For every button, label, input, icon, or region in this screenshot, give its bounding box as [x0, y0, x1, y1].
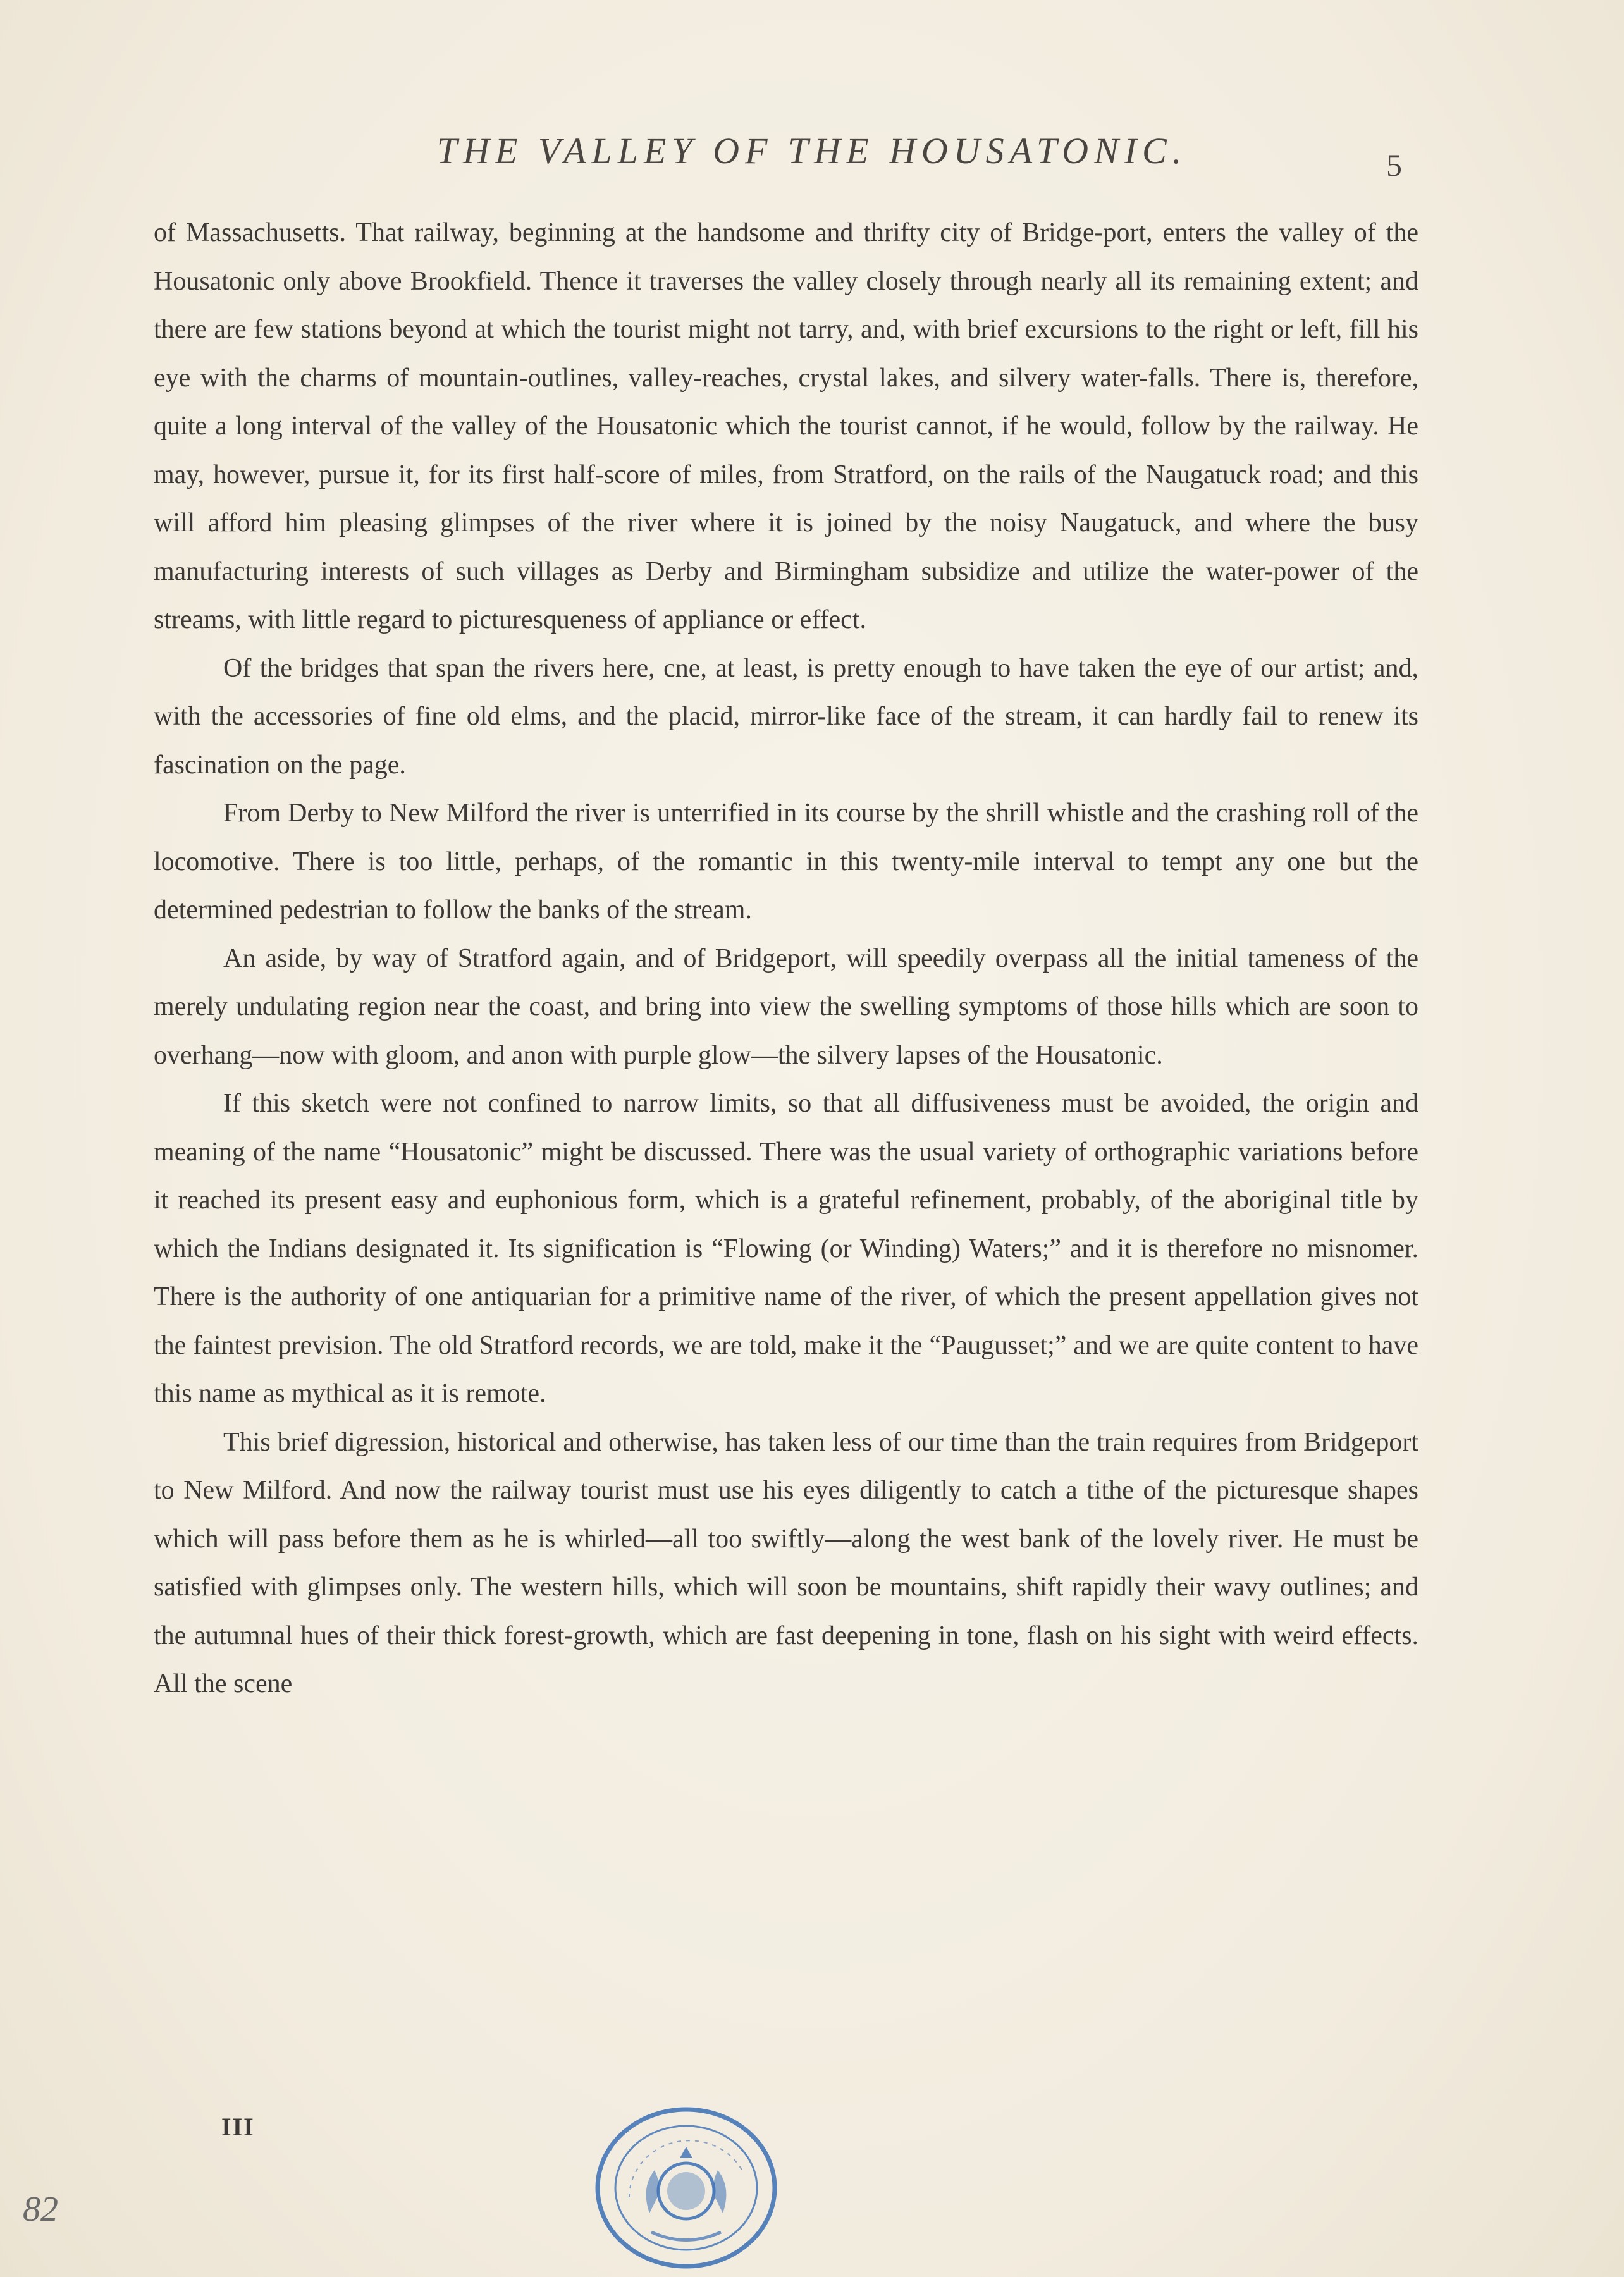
british-museum-stamp-icon — [591, 2102, 781, 2273]
running-title: THE VALLEY OF THE HOUSATONIC. — [436, 130, 1188, 171]
page-number: 5 — [1386, 147, 1402, 183]
paragraph: of Massachusetts. That railway, beginning at the handsome and thrifty city of Bridge-port, enters the valley of the Housatonic only above Brookfield. Thence it traverses the valley closely through nearly all its remaining extent; and there are few stations beyond at which the tourist might not tarry, and, with brief excursions to the right or left, fill his eye with the charms of mountain-outlines, valley-reaches, crystal lakes, and silvery water-falls. There is, therefore, quite a long interval of the valley of the Housatonic which the tourist cannot, if he would, follow by the railway. He may, however, pursue it, for its first half-score of miles, from Stratford, on the rails of the Naugatuck road; and this will afford him pleasing glimpses of the river where it is joined by the noisy Naugatuck, and where the busy manufacturing interests of such villages as Derby and Birmingham subsidize and utilize the water-power of the streams, with little regard to picturesqueness of appliance or effect. — [154, 218, 1418, 634]
paragraph: An aside, by way of Stratford again, and of Bridgeport, will speedily overpass all the initial tameness of the merely undulating region near the coast, and bring into view the swelling symptoms of those hills which are soon to overhang—now with gloom, and anon with purple glow—the silvery lapses of the Housatonic. — [154, 943, 1418, 1070]
paragraph: Of the bridges that span the rivers here, cne, at least, is pretty enough to have taken the eye of our artist; and, with the accessories of fine old elms, and the placid, mirror-like face of the stream, it can hardly fail to renew its fascination on the page. — [154, 653, 1418, 780]
handwritten-margin-note: 82 — [23, 2190, 58, 2229]
paragraph: From Derby to New Milford the river is unterrified in its course by the shrill whistle and the crashing roll of the locomotive. There is too little, perhaps, of the romantic in this twenty-mile interval to tempt any one but the determined pedestrian to follow the banks of the stream. — [154, 799, 1418, 924]
paragraph: This brief digression, historical and otherwise, has taken less of our time than the train requires from Bridgeport to New Milford. And now the railway tourist must use his eyes diligently to catch a tithe of the picturesque shapes which will pass before them as he is whirled—all too swiftly—along the west bank of the lovely river. He must be satisfied with glimpses only. The western hills, which will soon be mountains, shift rapidly their wavy outlines; and the autumnal hues of their thick forest-growth, which are fast deepening in tone, flash on his sight with weird effects. All the scene — [154, 1427, 1418, 1698]
paragraph: If this sketch were not confined to narrow limits, so that all diffusiveness must be avoided, the origin and meaning of the name “Housatonic” might be discussed. There was the usual variety of orthographic variations before it reached its present easy and euphonious form, which is a grateful refinement, probably, of the aboriginal title by which the Indians designated it. Its signification is “Flowing (or Winding) Waters;” and it is therefore no misnomer. There is the authority of one antiquarian for a primitive name of the river, of which the present appellation gives not the faintest prevision. The old Stratford records, we are told, make it the “Paugusset;” and we are quite content to have this name as mythical as it is remote. — [154, 1089, 1418, 1408]
body-text — [154, 209, 1418, 2118]
signature-mark: III — [221, 2113, 255, 2141]
